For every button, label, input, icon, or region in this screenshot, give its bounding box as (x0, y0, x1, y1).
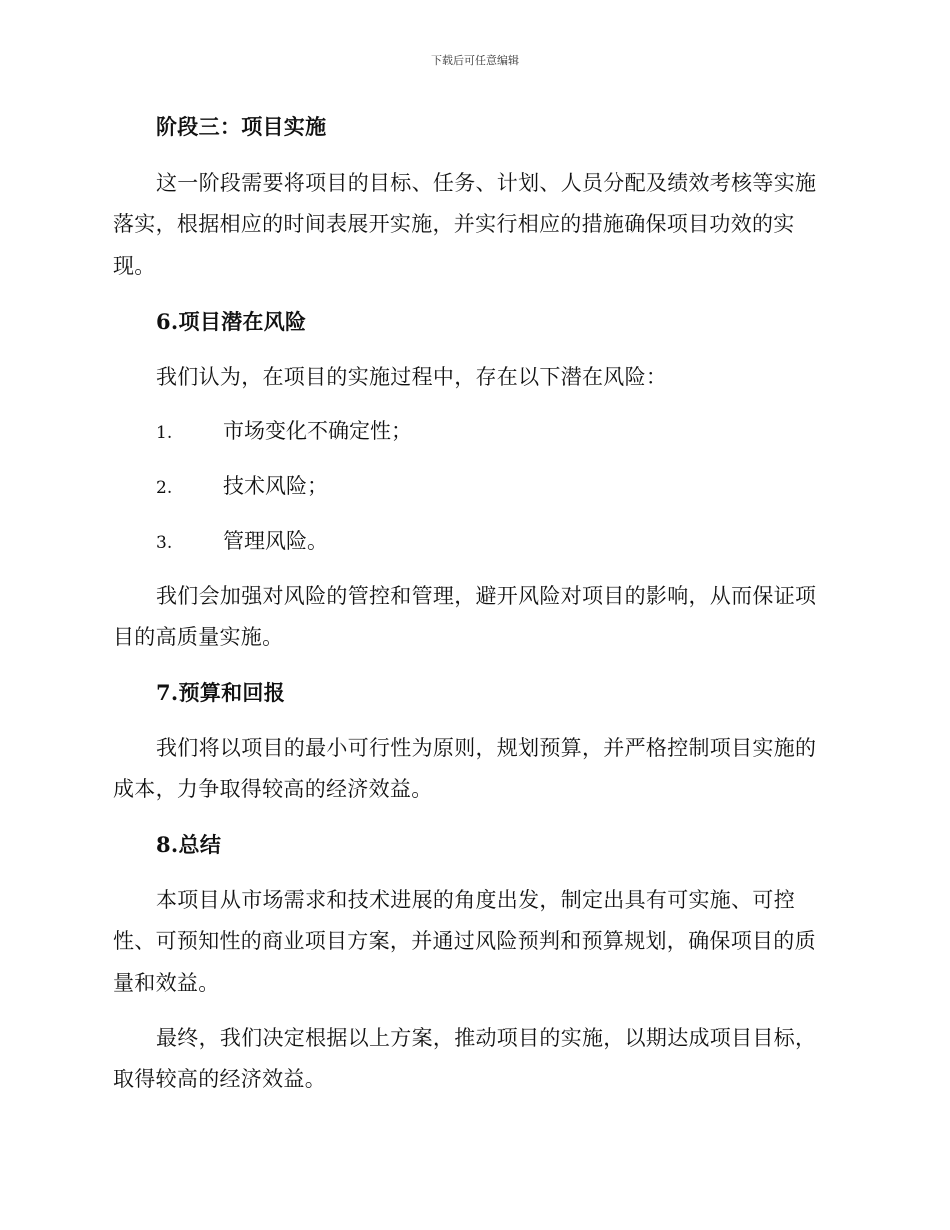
risk-item-text: 管理风险。 (223, 529, 328, 553)
risk-item-number: 2. (156, 478, 173, 498)
phase3-line-2: 落实，根据相应的时间表展开实施，并实行相应的措施确保项目功效的实 (113, 212, 795, 236)
summary-para1-line-3: 量和效益。 (113, 971, 220, 995)
risk-closing-line-2: 目的高质量实施。 (113, 625, 284, 649)
summary-para2-line-1: 最终，我们决定根据以上方案，推动项目的实施，以期达成项目目标， (156, 1026, 817, 1050)
budget-line-1: 我们将以项目的最小可行性为原则，规划预算，并严格控制项目实施的 (156, 736, 817, 760)
phase3-line-1: 这一阶段需要将项目的目标、任务、计划、人员分配及绩效考核等实施 (156, 171, 817, 195)
risk-item-text: 技术风险； (223, 474, 328, 498)
phase3-heading: 阶段三：项目实施 (156, 114, 327, 139)
summary-para1-line-1: 本项目从市场需求和技术进展的角度出发，制定出具有可实施、可控 (156, 888, 795, 912)
budget-heading: 7.预算和回报 (156, 680, 286, 705)
budget-line-2: 成本，力争取得较高的经济效益。 (113, 777, 433, 801)
risk-intro: 我们认为，在项目的实施过程中，存在以下潜在风险： (156, 365, 668, 389)
risk-item-text: 市场变化不确定性； (223, 419, 412, 443)
summary-para1-line-2: 性、可预知性的商业项目方案，并通过风险预判和预算规划，确保项目的质 (113, 929, 816, 953)
summary-para2-line-2: 取得较高的经济效益。 (113, 1067, 326, 1091)
risk-closing-line-1: 我们会加强对风险的管控和管理，避开风险对项目的影响，从而保证项 (156, 584, 817, 608)
risk-heading: 6.项目潜在风险 (156, 309, 307, 334)
risk-item-number: 3. (156, 533, 173, 553)
summary-heading: 8.总结 (156, 832, 222, 857)
page-header: 下载后可任意编辑 (431, 54, 519, 67)
phase3-line-3: 现。 (113, 254, 156, 278)
risk-item-number: 1. (156, 423, 173, 443)
